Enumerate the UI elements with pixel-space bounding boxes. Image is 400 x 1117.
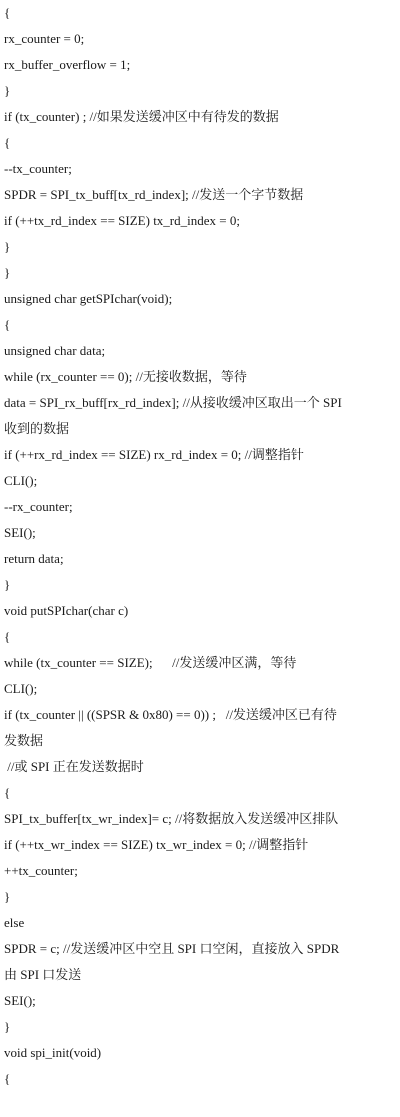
code-line-40: } bbox=[4, 1019, 11, 1034]
code-line-28: if (tx_counter || ((SPSR & 0x80) == 0)) ; //发送缓冲区已有待 bbox=[4, 707, 337, 722]
code-line-13: { bbox=[4, 317, 11, 332]
code-line-39: SEI(); bbox=[4, 993, 36, 1008]
code-line-10: } bbox=[4, 239, 11, 254]
code-line-4: } bbox=[4, 83, 11, 98]
code-line-27: CLI(); bbox=[4, 681, 38, 696]
code-line-38: 由 SPI 口发送 bbox=[4, 967, 82, 982]
code-line-8: SPDR = SPI_tx_buff[tx_rd_index]; //发送一个字节数据 bbox=[4, 187, 304, 202]
code-line-31: { bbox=[4, 785, 11, 800]
code-line-7: --tx_counter; bbox=[4, 161, 72, 176]
code-line-42: { bbox=[4, 1071, 11, 1086]
code-line-11: } bbox=[4, 265, 11, 280]
code-line-2: rx_counter = 0; bbox=[4, 31, 85, 46]
code-line-25: { bbox=[4, 629, 11, 644]
code-line-3: rx_buffer_overflow = 1; bbox=[4, 57, 131, 72]
code-line-16: data = SPI_rx_buff[rx_rd_index]; //从接收缓冲区取出一个 SPI bbox=[4, 395, 342, 410]
code-line-33: if (++tx_wr_index == SIZE) tx_wr_index = 0; //调整指针 bbox=[4, 837, 309, 852]
code-line-14: unsigned char data; bbox=[4, 343, 106, 358]
code-line-15: while (rx_counter == 0); //无接收数据，等待 bbox=[4, 369, 247, 384]
code-line-1: { bbox=[4, 5, 11, 20]
code-line-21: SEI(); bbox=[4, 525, 36, 540]
code-line-37: SPDR = c; //发送缓冲区中空且 SPI 口空闲，直接放入 SPDR bbox=[4, 941, 340, 956]
code-line-18: if (++rx_rd_index == SIZE) rx_rd_index = 0; //调整指针 bbox=[4, 447, 304, 462]
code-line-24: void putSPIchar(char c) bbox=[4, 603, 129, 618]
code-line-23: } bbox=[4, 577, 11, 592]
code-line-19: CLI(); bbox=[4, 473, 38, 488]
code-line-6: { bbox=[4, 135, 11, 150]
code-line-41: void spi_init(void) bbox=[4, 1045, 102, 1060]
code-line-17: 收到的数据 bbox=[4, 421, 70, 436]
code-line-29: 发数据 bbox=[4, 733, 44, 748]
code-line-20: --rx_counter; bbox=[4, 499, 73, 514]
code-line-12: unsigned char getSPIchar(void); bbox=[4, 291, 173, 306]
code-line-5: if (tx_counter) ; //如果发送缓冲区中有待发的数据 bbox=[4, 109, 279, 124]
code-line-26: while (tx_counter == SIZE); //发送缓冲区满，等待 bbox=[4, 655, 297, 670]
code-line-34: ++tx_counter; bbox=[4, 863, 78, 878]
code-line-32: SPI_tx_buffer[tx_wr_index]= c; //将数据放入发送缓冲区排队 bbox=[4, 811, 339, 826]
code-line-35: } bbox=[4, 889, 11, 904]
code-line-22: return data; bbox=[4, 551, 64, 566]
code-line-9: if (++tx_rd_index == SIZE) tx_rd_index = 0; bbox=[4, 213, 240, 228]
code-line-30: //或 SPI 正在发送数据时 bbox=[4, 759, 144, 774]
code-line-36: else bbox=[4, 915, 25, 930]
